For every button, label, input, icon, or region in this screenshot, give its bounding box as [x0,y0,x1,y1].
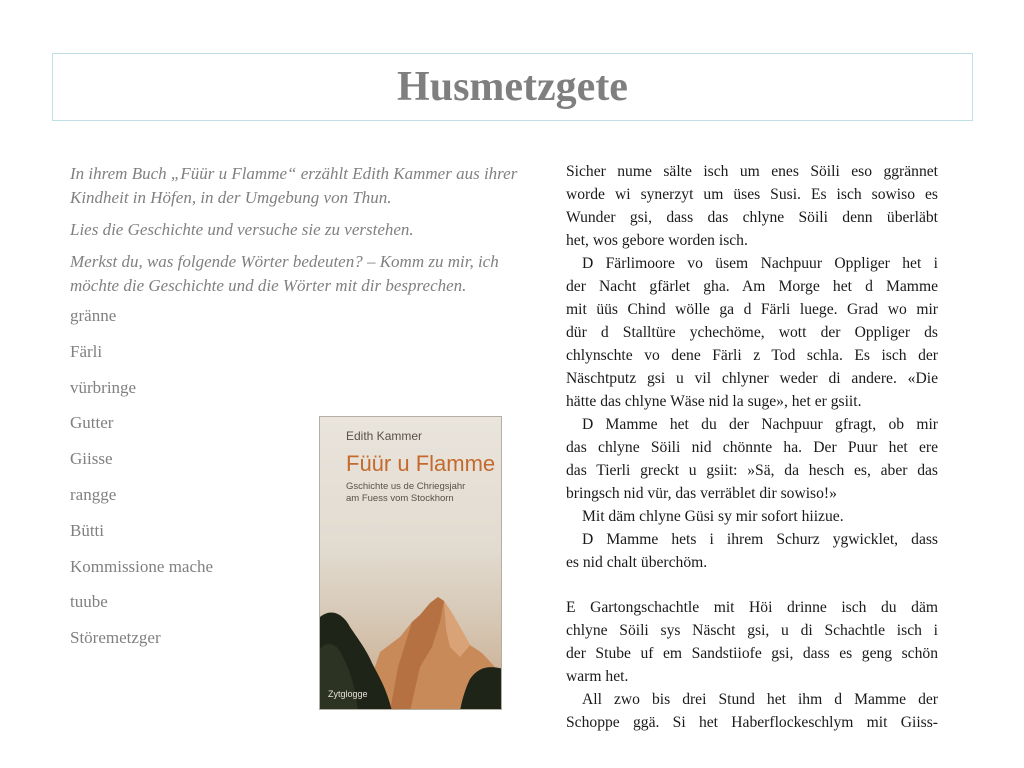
intro-paragraph-2: Lies die Geschichte und versuche sie zu verstehen. [70,220,414,239]
page-title: Husmetzgete [397,64,628,110]
story-line: Wunder gsi, dass das chlyne Söili denn überläbt [566,209,938,226]
story-line: der Stube uf em Sandstiiofe gsi, dass es geng schön [566,645,938,662]
story-line: E Gartongschachtle mit Höi drinne isch du däm [566,599,938,616]
word-item: Störemetzger [70,628,161,648]
story-line: Sicher nume sälte isch um enes Söili eso ggrännet [566,163,938,180]
story-line: dür d Stalltüre ychechöme, wott der Oppliger ds [566,324,938,341]
book-cover-image [319,416,502,710]
word-item: vürbringe [70,377,137,397]
story-line: mit üüs Chind wölle ga d Färli luege. Grad wo mir [566,301,938,318]
story-line: warm het. [566,668,629,685]
story-line: Schoppe ggä. Si het Haberflockeschlym mit Giiss- [566,714,938,731]
story-line: D Färlimoore vo üsem Nachpuur Oppliger het i [582,255,938,272]
story-line: das chlyne Söili nid chönnte ha. Der Puur het ere [566,439,938,456]
word-item: tuube [70,592,108,612]
story-line: der Nacht gfärlet gha. Am Morge het d Mamme [566,278,938,295]
story-line: bringsch nid vür, das verräblet dir sowiso!» [566,485,837,502]
book-title: Füür u Flamme [346,451,496,476]
paragraph-gap [566,574,938,596]
book-subtitle-line-1: Gschichte us de Chriegsjahr [346,481,466,492]
book-publisher: Zytglogge [328,689,368,699]
story-line: hätte das chlyne Wäse nid la suge», het er gsiit. [566,393,862,410]
word-item: Färli [70,341,103,361]
word-item: Kommissione mache [70,556,214,576]
story-line: het, wos gebore worden isch. [566,232,748,249]
intro-paragraph-1: In ihrem Buch „Füür u Flamme“ erzählt Edith Kammer aus ihrer Kindheit in Höfen, in der Umgebung von Thun. [70,164,518,207]
story-line: Näschtputz gsi u vil chlyner weder di andere. «Die [566,370,938,387]
story-line: das Tierli greckt u gsiit: »Sä, da hesch es, aber das [566,462,938,479]
story-line: chlynschte vo dene Färli z Tod schla. Es isch der [566,347,938,364]
book-author: Edith Kammer [346,429,423,443]
title-box [52,53,973,121]
word-item: Bütti [70,520,105,540]
story-line: worde wi synerzyt um üses Susi. Es isch sowiso es [566,186,938,203]
word-item: gränne [70,306,117,325]
intro-paragraph-3: Merkst du, was folgende Wörter bedeuten? – Komm zu mir, ich möchte die Geschichte und die Wörter mit dir besprechen. [70,252,499,295]
book-subtitle-line-2: am Fuess vom Stockhorn [346,493,454,504]
word-item: Gutter [70,413,114,433]
word-item: rangge [70,484,117,504]
story-line: chlyne Söili sys Näscht gsi, u di Schachtle isch i [566,622,938,639]
word-item: Giisse [70,449,113,469]
story-line: All zwo bis drei Stund het ihm d Mamme der [582,691,938,708]
story-line: es nid chalt überchöm. [566,554,708,571]
story-line: D Mamme het du der Nachpuur gfragt, ob mir [582,416,938,433]
story-text [566,160,938,734]
story-line: Mit däm chlyne Güsi sy mir sofort hiizue. [582,508,844,525]
story-line: D Mamme hets i ihrem Schurz ygwicklet, dass [582,531,938,548]
